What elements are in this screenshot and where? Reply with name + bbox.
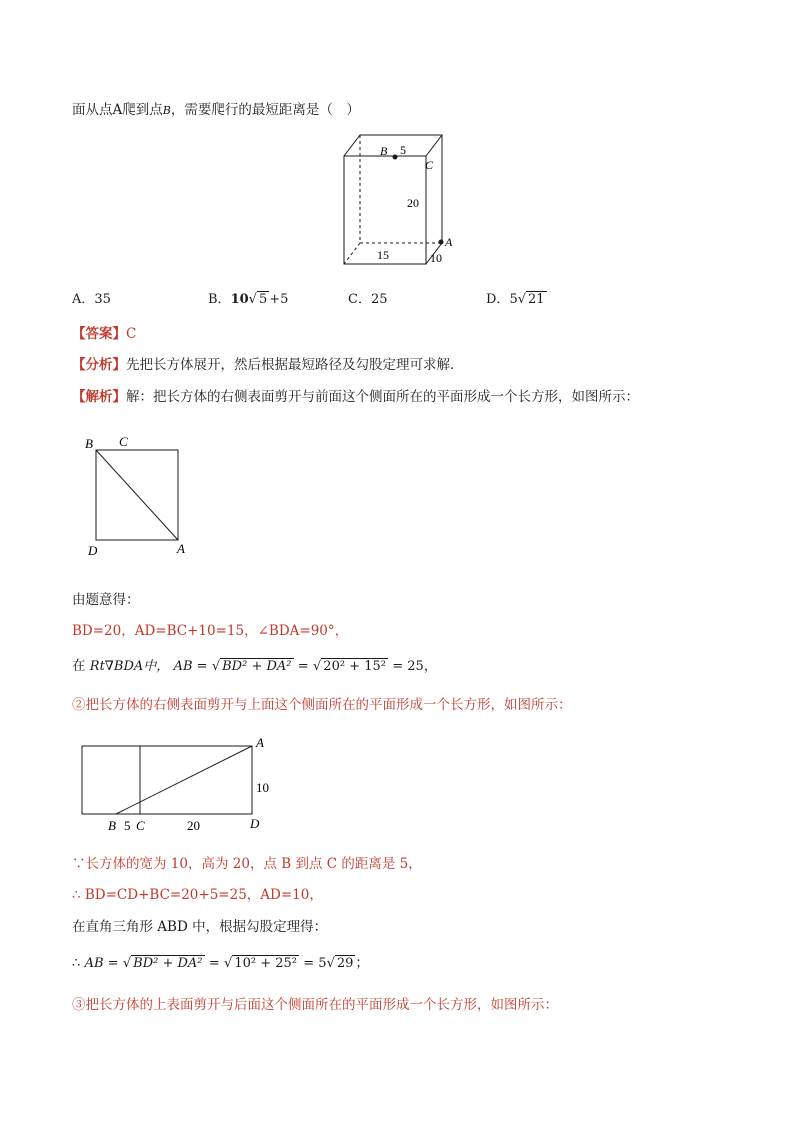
cube-label-b: B xyxy=(380,144,388,158)
cube-label-5: 5 xyxy=(400,143,406,157)
fig2-label-20: 20 xyxy=(187,818,200,833)
answer-line xyxy=(72,325,136,343)
option-b: B．10√ 5 +5 xyxy=(208,292,289,307)
case2-heading: ②把长方体的右侧表面剪开与上面这个侧面所在的平面形成一个长方形，如图所示： xyxy=(72,697,572,713)
case2-right-triangle: 在直角三角形 ABD 中，根据勾股定理得： xyxy=(72,919,328,935)
cube-label-15: 15 xyxy=(377,248,389,262)
option-b-tail: +5 xyxy=(269,292,289,307)
fig1-label-a: A xyxy=(177,541,185,556)
option-b-coef: 10 xyxy=(230,292,249,307)
option-a xyxy=(72,288,111,307)
case1-calc-eq: = xyxy=(297,659,309,674)
cube-label-20: 20 xyxy=(407,196,419,210)
case2-calc-ab: AB = xyxy=(84,956,119,971)
option-b-radicand: 5 xyxy=(258,292,268,307)
option-d: D．5√ 21 xyxy=(486,292,545,307)
fig2-label-d: D xyxy=(250,816,260,831)
solution-text: 解：把长方体的右侧表面剪开与前面这个侧面所在的平面形成一个长方形，如图所示： xyxy=(126,389,639,405)
fig2-label-5: 5 xyxy=(124,818,131,833)
case2-calc-eq: = xyxy=(208,956,220,971)
fig1-diagonal xyxy=(96,450,178,540)
analysis-text: 先把长方体展开，然后根据最短路径及勾股定理可求解． xyxy=(126,357,464,373)
point-a-dot xyxy=(439,240,444,245)
answer-tag: 【答案】 xyxy=(72,326,126,342)
option-c-label: C． xyxy=(348,292,371,307)
option-b-label: B． xyxy=(208,292,231,307)
option-d-label: D． xyxy=(486,292,510,307)
fig2-rectangle xyxy=(82,746,252,814)
fig1-label-b: B xyxy=(85,436,93,451)
case2-calc-root1: BD² + DA² xyxy=(133,956,203,971)
fig2-label-b: B xyxy=(108,818,116,833)
case1-givens: BD=20，AD=BC+10=15，∠BDA=90°， xyxy=(72,623,349,639)
case2-calculation: ∴ AB = √ BD² + DA² = √ 10² + 25² = 5√ 29 ； xyxy=(72,955,369,971)
option-d-coef: 5 xyxy=(509,292,518,307)
cube-label-c: C xyxy=(425,158,434,172)
case2-calc-result-radicand: 29 xyxy=(336,956,354,971)
cube-label-10: 10 xyxy=(430,251,442,265)
option-a-value: 35 xyxy=(94,292,111,307)
case3-heading: ③把长方体的上表面剪开与后面这个侧面所在的平面形成一个长方形，如图所示： xyxy=(72,997,558,1013)
solution-line xyxy=(72,388,639,406)
case1-intro: 由题意得： xyxy=(72,592,140,608)
case2-because: ∵长方体的宽为 10，高为 20，点 B 到点 C 的距离是 5， xyxy=(72,856,422,872)
fig1-label-c: C xyxy=(119,434,128,449)
option-c-value: 25 xyxy=(370,292,388,307)
fig2-label-a: A xyxy=(256,735,264,750)
case1-calc-prefix: 在 xyxy=(72,658,86,674)
question-part1: 面从点A爬到点 xyxy=(72,102,163,118)
cube-label-a: A xyxy=(445,235,453,249)
case2-calc-root2: 10² + 25² xyxy=(234,956,297,971)
cuboid-top-face xyxy=(344,135,442,156)
unfold-figure-1 xyxy=(80,432,200,562)
fig2-label-10: 10 xyxy=(256,780,269,795)
analysis-tag: 【分析】 xyxy=(72,357,126,373)
solution-tag: 【解析】 xyxy=(72,389,126,405)
option-c xyxy=(348,288,388,307)
case1-calc-root1: BD² + DA² xyxy=(222,659,292,674)
case1-calc-result: = 25， xyxy=(392,659,437,674)
case1-calc-triangle: Rt∇BDA中， xyxy=(89,659,170,674)
case2-calc-end: ； xyxy=(355,955,369,971)
question-point-b: B xyxy=(162,104,171,117)
option-a-label: A． xyxy=(72,292,95,307)
unfold-figure-2 xyxy=(70,732,280,836)
case2-calc-prefix: ∴ xyxy=(72,956,81,971)
cuboid-right-face xyxy=(426,135,442,264)
case1-calculation: 在 Rt∇BDA中， AB = √ BD² + DA² = √ 20² + 15² = 25， xyxy=(72,658,437,674)
case2-calc-result-coef: = 5 xyxy=(303,956,327,971)
fig2-label-c: C xyxy=(136,818,145,833)
analysis-line xyxy=(72,356,464,374)
cuboid-figure xyxy=(330,128,470,270)
case1-calc-ab: AB = xyxy=(173,659,208,674)
option-d-radicand: 21 xyxy=(528,292,545,307)
fig2-diagonal xyxy=(116,746,252,814)
question-part2: ，需要爬行的最短距离是（ ） xyxy=(170,102,360,118)
case2-therefore: ∴ BD=CD+BC=20+5=25，AD=10， xyxy=(72,887,323,903)
question-text xyxy=(72,101,360,120)
fig1-label-d: D xyxy=(88,543,98,558)
point-b-dot xyxy=(393,155,398,160)
answer-value: C xyxy=(126,326,137,342)
case1-calc-root2: 20² + 15² xyxy=(323,659,386,674)
